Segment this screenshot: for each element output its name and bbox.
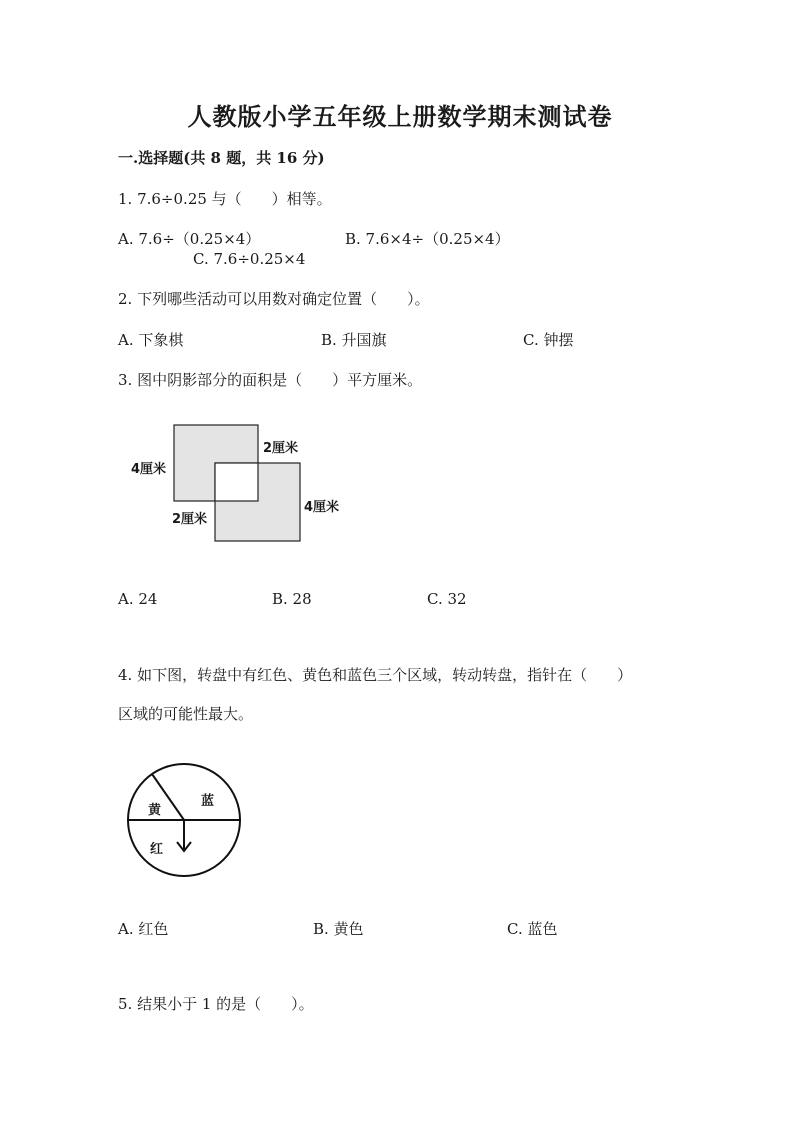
question-5-stem: 5. 结果小于 1 的是（ ）。	[118, 995, 314, 1013]
question-3-option-c[interactable]: C. 32	[427, 590, 467, 608]
question-2-option-b[interactable]: B. 升国旗	[321, 331, 387, 349]
question-4-stem-line1: 4. 如下图，转盘中有红色、黄色和蓝色三个区域，转动转盘，指针在（ ）	[118, 666, 633, 684]
question-3-option-a[interactable]: A. 24	[118, 590, 158, 608]
question-4-option-a[interactable]: A. 红色	[118, 920, 169, 938]
spinner-label-blue: 蓝	[201, 794, 215, 809]
question-2-stem: 2. 下列哪些活动可以用数对确定位置（ ）。	[118, 290, 430, 308]
question-1-option-b[interactable]: B. 7.6×4÷（0.25×4）	[345, 230, 510, 248]
question-3-option-b[interactable]: B. 28	[272, 590, 312, 608]
question-1-option-a[interactable]: A. 7.6÷（0.25×4）	[118, 230, 261, 248]
page-title: 人教版小学五年级上册数学期末测试卷	[187, 102, 613, 131]
question-2-option-c[interactable]: C. 钟摆	[523, 331, 574, 349]
question-1-option-c[interactable]: C. 7.6÷0.25×4	[193, 250, 306, 268]
label-4cm-left: 4厘米	[131, 462, 167, 477]
question-3-stem: 3. 图中阴影部分的面积是（ ）平方厘米。	[118, 371, 423, 389]
spinner-label-yellow: 黄	[148, 803, 162, 818]
label-2cm-bottom: 2厘米	[172, 512, 208, 527]
label-2cm-top: 2厘米	[263, 441, 299, 456]
section-heading: 一.选择题(共 8 题，共 16 分)	[118, 149, 325, 167]
label-4cm-right: 4厘米	[304, 500, 340, 515]
question-4-option-c[interactable]: C. 蓝色	[507, 920, 558, 938]
spinner-label-red: 红	[150, 842, 164, 857]
question-2-option-a[interactable]: A. 下象棋	[118, 331, 184, 349]
question-1-stem: 1. 7.6÷0.25 与（ ）相等。	[118, 190, 332, 208]
question-4-option-b[interactable]: B. 黄色	[313, 920, 364, 938]
question-4-stem-line2: 区域的可能性最大。	[118, 705, 254, 723]
